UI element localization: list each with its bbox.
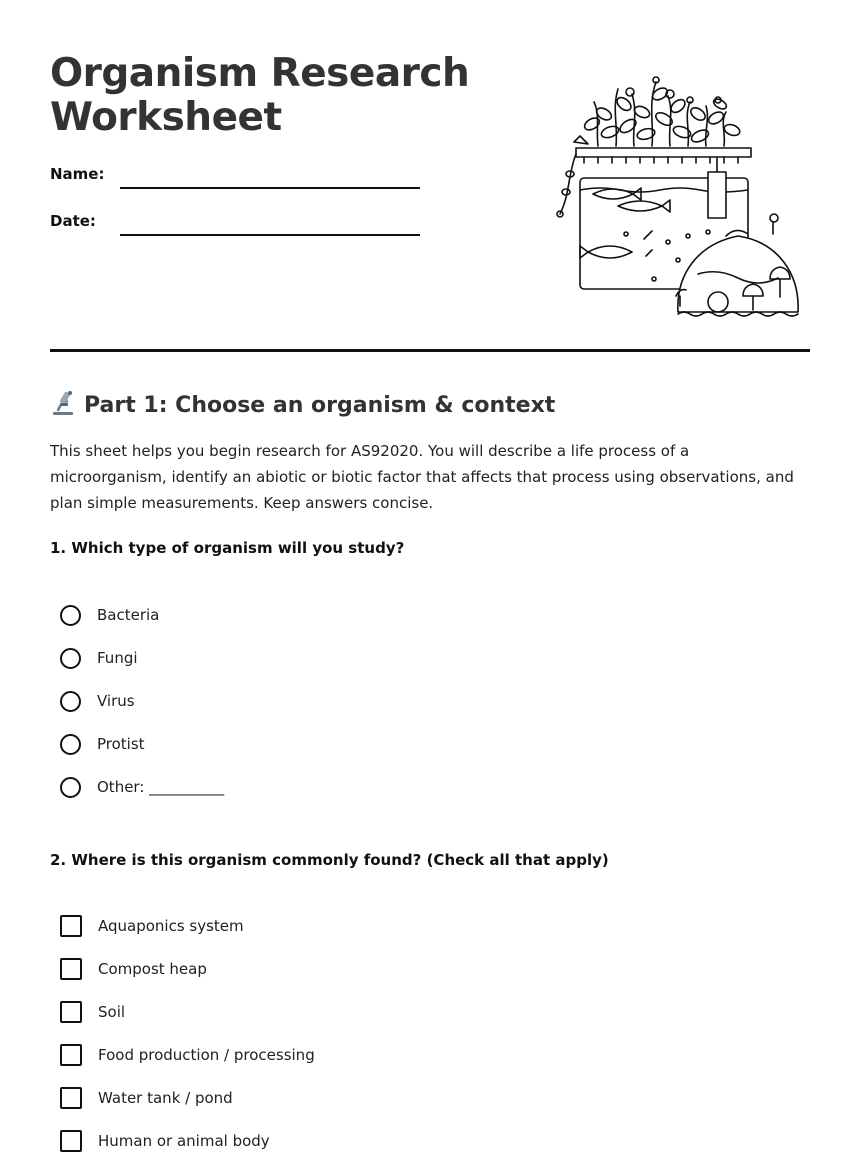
radio-button[interactable] — [60, 648, 81, 669]
part1-heading — [50, 390, 555, 420]
option-label: Bacteria — [97, 606, 160, 624]
q2-option-food[interactable] — [60, 1042, 315, 1068]
q2-option-water[interactable] — [60, 1085, 233, 1111]
question-1: 1. Which type of organism will you study? — [50, 539, 405, 557]
name-label: Name: — [50, 165, 105, 183]
checkbox[interactable] — [60, 915, 82, 937]
q2-option-aquaponics[interactable] — [60, 913, 244, 939]
option-label: Human or animal body — [98, 1132, 270, 1150]
q2-option-soil[interactable] — [60, 999, 125, 1025]
q1-option-other[interactable] — [60, 774, 224, 800]
option-label: Aquaponics system — [98, 917, 244, 935]
title-line-2: Worksheet — [50, 95, 282, 140]
date-label: Date: — [50, 212, 96, 230]
q2-option-body[interactable] — [60, 1128, 270, 1154]
radio-button[interactable] — [60, 605, 81, 626]
q1-option-bacteria[interactable] — [60, 602, 159, 628]
date-field[interactable] — [120, 234, 420, 236]
option-label: Water tank / pond — [98, 1089, 233, 1107]
checkbox[interactable] — [60, 958, 82, 980]
plant-leaves-icon — [574, 77, 741, 146]
option-label: Other: __________ — [97, 778, 225, 796]
question-2: 2. Where is this organism commonly found? (Check all that apply) — [50, 851, 609, 869]
radio-button[interactable] — [60, 691, 81, 712]
title-line-1: Organism Research — [50, 51, 470, 96]
option-label: Fungi — [97, 649, 138, 667]
radio-button[interactable] — [60, 734, 81, 755]
q1-option-protist[interactable] — [60, 731, 145, 757]
checkbox[interactable] — [60, 1087, 82, 1109]
option-label: Soil — [98, 1003, 126, 1021]
option-label: Protist — [97, 735, 145, 753]
option-label: Food production / processing — [98, 1046, 315, 1064]
worksheet-title — [50, 52, 469, 140]
aquaponics-compost-illustration — [548, 74, 804, 322]
section-divider — [50, 349, 810, 352]
checkbox[interactable] — [60, 1044, 82, 1066]
option-label: Compost heap — [98, 960, 207, 978]
option-label: Virus — [97, 692, 135, 710]
microscope-icon — [50, 390, 78, 416]
checkbox[interactable] — [60, 1130, 82, 1152]
name-field[interactable] — [120, 187, 420, 189]
part1-heading-text: Part 1: Choose an organism & context — [84, 393, 556, 418]
q2-option-compost[interactable] — [60, 956, 207, 982]
q1-option-fungi[interactable] — [60, 645, 138, 671]
checkbox[interactable] — [60, 1001, 82, 1023]
radio-button[interactable] — [60, 777, 81, 798]
part1-intro: This sheet helps you begin research for AS92020. You will describe a life process of a microorganism, identify an abiotic or biotic factor that affects that process using observations, and plan simple measurements. Keep answers concise. — [50, 442, 794, 512]
q1-option-virus[interactable] — [60, 688, 135, 714]
